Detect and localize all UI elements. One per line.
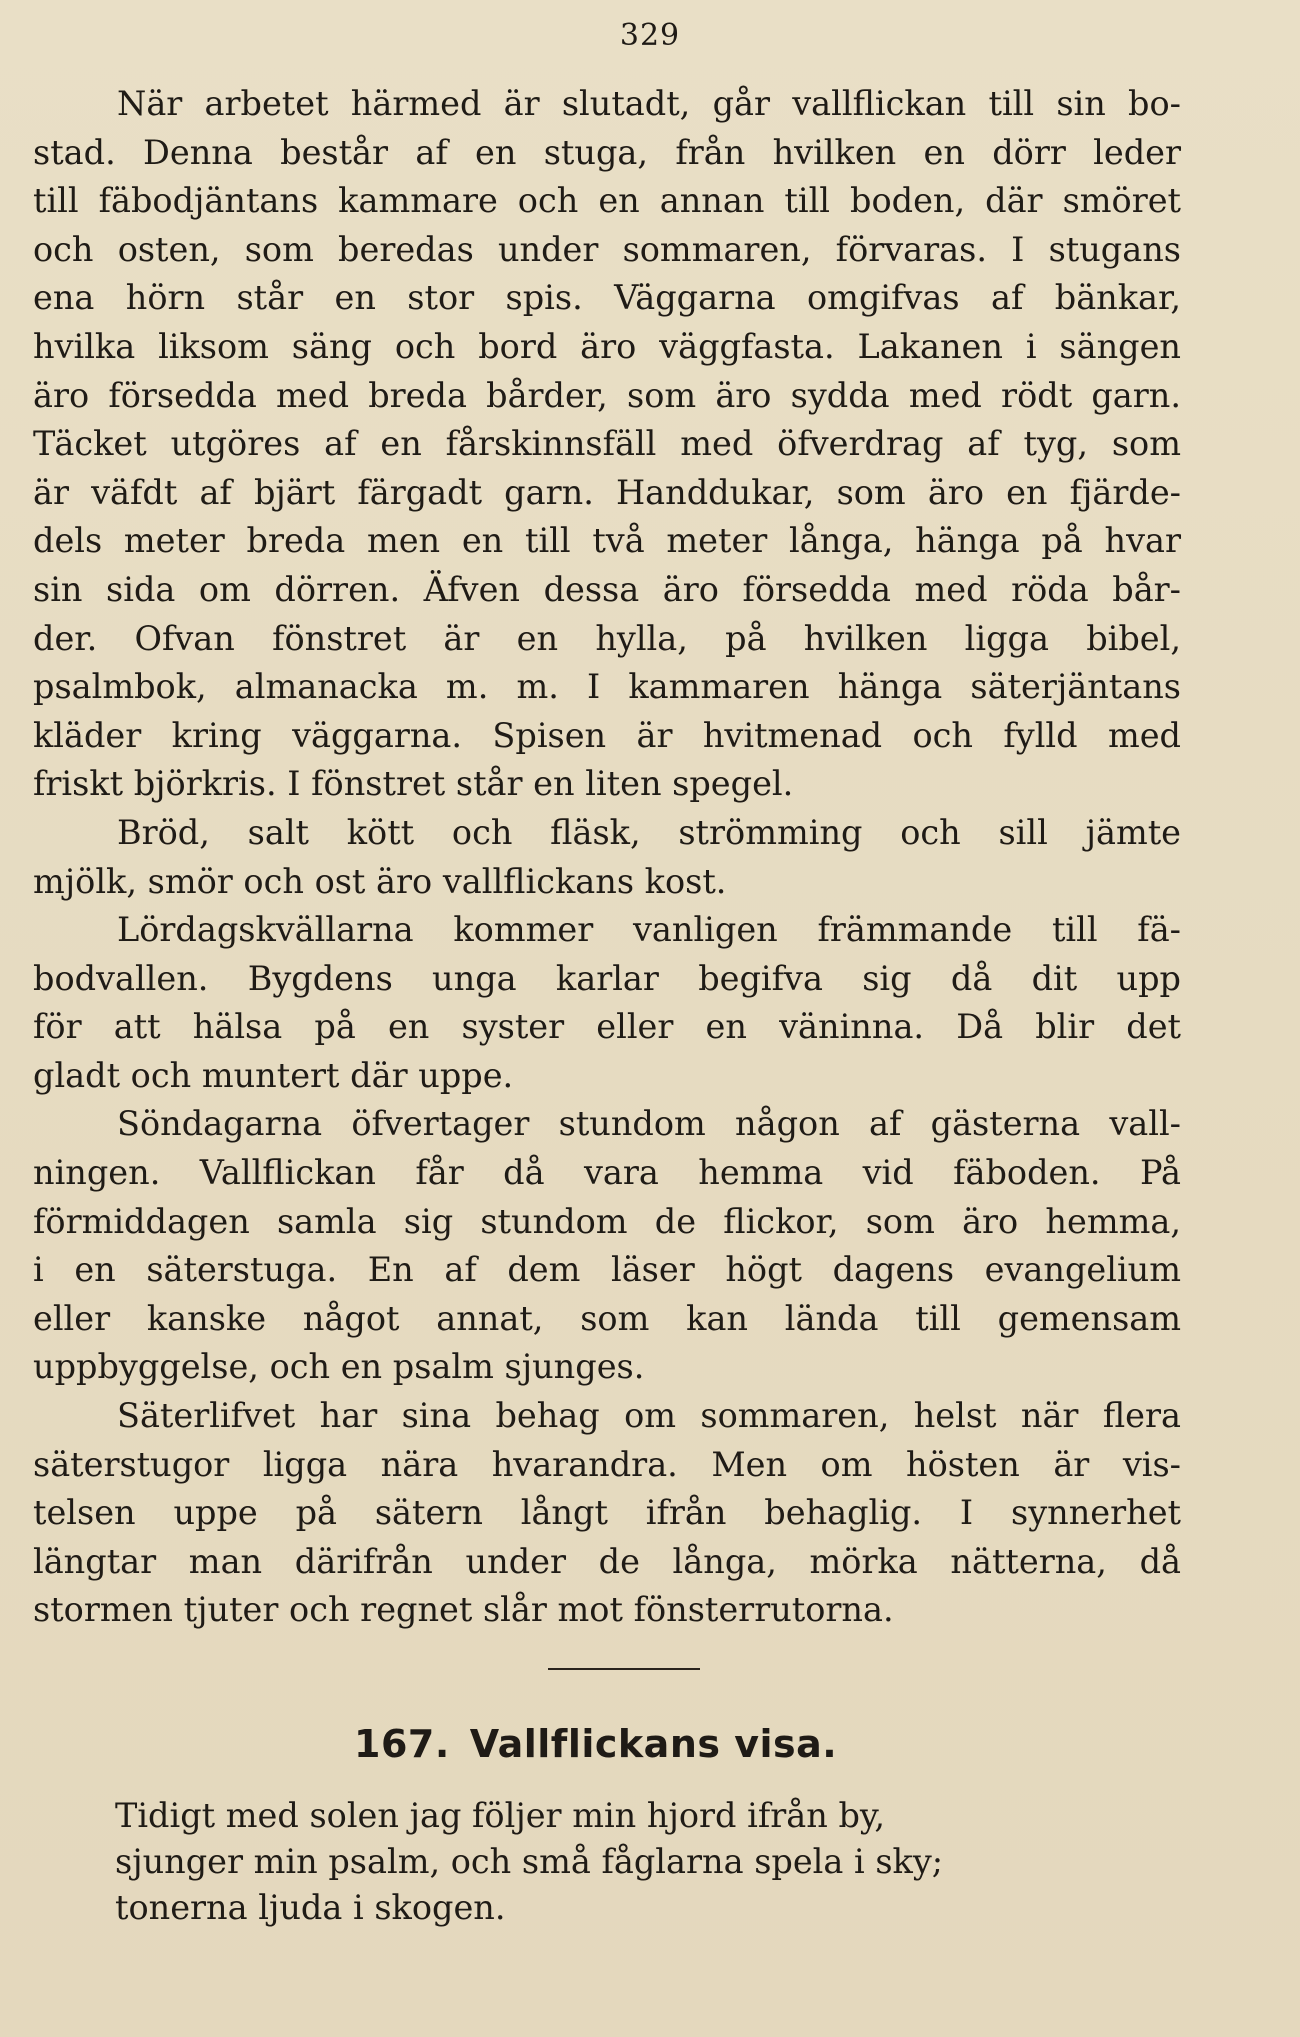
poem-line: Tidigt med solen jag följer min hjord ifrån by,: [115, 1796, 886, 1835]
text-line: mjölk, smör och ost äro vallflickans kost.: [33, 861, 727, 901]
text-line: Täcket utgöres af en fårskinnsfäll med öfverdrag af tyg, som: [33, 424, 1181, 464]
text-line: Söndagarna öfvertager stundom någon af gästerna vall-: [117, 1104, 1181, 1144]
text-line: och osten, som beredas under sommaren, förvaras. I stugans: [33, 229, 1181, 269]
section-divider: [548, 1668, 700, 1670]
text-line: Lördagskvällarna kommer vanligen främmande till fä-: [117, 910, 1181, 950]
text-line: ena hörn står en stor spis. Väggarna omgifvas af bänkar,: [33, 278, 1181, 318]
text-line: telsen uppe på sätern långt ifrån behaglig. I synnerhet: [33, 1493, 1181, 1533]
section-heading: [354, 1722, 837, 1766]
text-line: När arbetet härmed är slutadt, går vallflickan till sin bo-: [117, 84, 1181, 123]
text-line: ningen. Vallflickan får då vara hemma vid fäboden. På: [33, 1153, 1181, 1193]
page-number: 329: [619, 18, 681, 53]
text-line: bodvallen. Bygdens unga karlar begifva sig då dit upp: [33, 958, 1181, 998]
section-number: 167.: [354, 1722, 450, 1766]
text-line: der. Ofvan fönstret är en hylla, på hvilken ligga bibel,: [33, 618, 1181, 658]
text-line: dels meter breda men en till två meter långa, hänga på hvar: [33, 521, 1181, 561]
text-line: säterstugor ligga nära hvarandra. Men om hösten är vis-: [33, 1444, 1181, 1484]
text-line: kläder kring väggarna. Spisen är hvitmenad och fylld med: [33, 715, 1181, 755]
section-title: Vallflickans visa.: [469, 1722, 838, 1766]
text-line: stad. Denna består af en stuga, från hvilken en dörr leder: [33, 132, 1181, 172]
poem-line: sjunger min psalm, och små fåglarna spela i sky;: [115, 1842, 944, 1881]
text-line: friskt björkris. I fönstret står en liten spegel.: [33, 764, 794, 804]
poem-stanza: [115, 1793, 1095, 1931]
text-line: Säterlifvet har sina behag om sommaren, helst när flera: [117, 1396, 1181, 1436]
text-line: uppbyggelse, och en psalm sjunges.: [33, 1347, 645, 1387]
text-line: psalmbok, almanacka m. m. I kammaren hänga säterjäntans: [33, 667, 1181, 707]
text-line: för att hälsa på en syster eller en väninna. Då blir det: [33, 1007, 1181, 1047]
text-line: hvilka liksom säng och bord äro väggfasta. Lakanen i sängen: [33, 326, 1181, 366]
text-line: stormen tjuter och regnet slår mot fönsterrutorna.: [33, 1590, 894, 1630]
text-line: längtar man därifrån under de långa, mörka nätterna, då: [33, 1541, 1181, 1581]
text-line: i en säterstuga. En af dem läser högt dagens evangelium: [33, 1250, 1181, 1290]
body-text: [33, 80, 1181, 1635]
text-line: sin sida om dörren. Äfven dessa äro försedda med röda bår-: [33, 569, 1181, 609]
text-line: äro försedda med breda bårder, som äro sydda med rödt garn.: [33, 375, 1181, 415]
text-line: förmiddagen samla sig stundom de flickor, som äro hemma,: [33, 1201, 1181, 1241]
text-line: är väfdt af bjärt färgadt garn. Handdukar, som äro en fjärde-: [33, 472, 1181, 512]
poem-line: tonerna ljuda i skogen.: [115, 1888, 506, 1927]
text-line: Bröd, salt kött och fläsk, strömming och sill jämte: [117, 812, 1181, 852]
text-line: till fäbodjäntans kammare och en annan till boden, där smöret: [33, 181, 1181, 221]
text-line: eller kanske något annat, som kan lända till gemensam: [33, 1298, 1181, 1338]
text-line: gladt och muntert där uppe.: [33, 1055, 514, 1095]
